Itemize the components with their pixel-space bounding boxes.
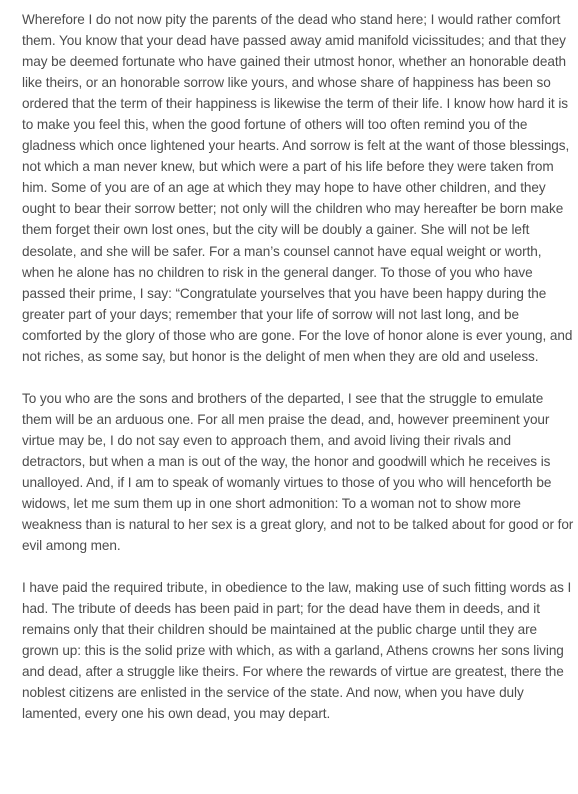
paragraph-3: I have paid the required tribute, in obedience to the law, making use of such fitting words as I had. The tribute of deeds has been paid in part; for the dead have them in deeds, and it remains only that their children should be maintained at the public charge until they are grown up: this is the solid prize with which, as with a garland, Athens crowns her sons living and dead, after a struggle like theirs. For where the rewards of virtue are greatest, there the noblest citizens are enlisted in the service of the state. And now, when you have duly lamented, every one his own dead, you may depart.	[22, 580, 572, 722]
paragraph-1: Wherefore I do not now pity the parents of the dead who stand here; I would rather comfort them. You know that your dead have passed away amid manifold vicissitudes; and that they may be deemed fortunate who have gained their utmost honor, whether an honorable death like theirs, or an honorable sorrow like yours, and whose share of happiness has been so ordered that the term of their happiness is likewise the term of their life. I know how hard it is to make you feel this, when the good fortune of others will too often remind you of the gladness which once lightened your hearts. And sorrow is felt at the want of those blessings, not which a man never knew, but which were a part of his life before they were taken from him. Some of you are of an age at which they may hope to have other children, and they ought to bear their sorrow better; not only will the children who may hereafter be born make them forget their own lost ones, but the city will be doubly a gainer. She will not be left desolate, and she will be safer. For a man’s counsel cannot have equal weight or worth, when he alone has no children to risk in the general danger. To those of you who have passed their prime, I say: “Congratulate yourselves that you have been happy during the greater part of your days; remember that your life of sorrow will not last long, and be comforted by the glory of those who are gone. For the love of honor alone is ever young, and not riches, as some say, but honor is the delight of men when they are old and useless.	[22, 12, 573, 364]
paragraph-2: To you who are the sons and brothers of the departed, I see that the struggle to emulate them will be an arduous one. For all men praise the dead, and, however preeminent your virtue may be, I do not say even to approach them, and avoid living their rivals and detractors, but when a man is out of the way, the honor and goodwill which he receives is unalloyed. And, if I am to speak of womanly virtues to those of you who will henceforth be widows, let me sum them up in one short admonition: To a woman not to show more weakness than is natural to her sex is a great glory, and not to be talked about for good or for evil among men.	[22, 390, 574, 554]
